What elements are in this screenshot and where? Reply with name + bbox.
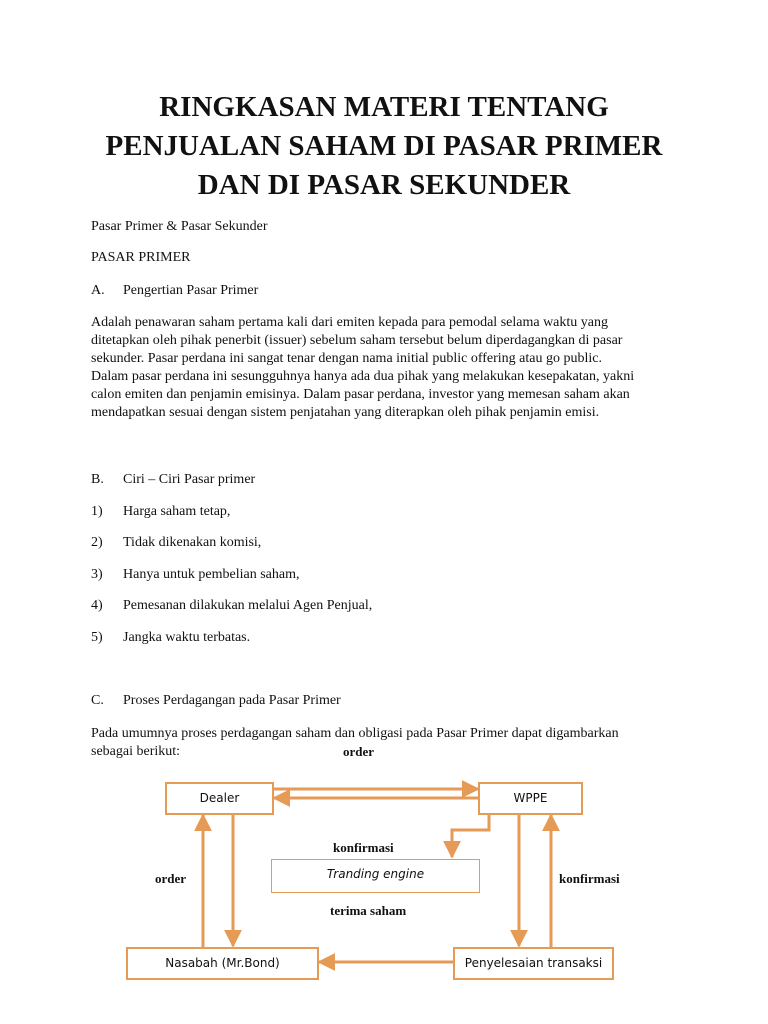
- section-b-label: B.: [91, 472, 104, 487]
- section-c-title: Proses Perdagangan pada Pasar Primer: [123, 693, 341, 708]
- list-item: [91, 597, 372, 615]
- list-item: [91, 629, 250, 647]
- subtitle: Pasar Primer & Pasar Sekunder: [91, 219, 268, 234]
- section-heading: PASAR PRIMER: [91, 250, 191, 265]
- settlement-box: Penyelesaian transaksi: [453, 947, 614, 980]
- trading-process-diagram: [0, 740, 768, 1024]
- para-line: sekunder. Pasar perdana ini sangat tenar dengan nama initial public offering atau go public.: [91, 351, 602, 366]
- para-line: mendapatkan sesuai dengan sistem penjatahan yang diterapkan oleh pihak penjamin emisi.: [91, 405, 600, 420]
- dealer-box: Dealer: [165, 782, 274, 815]
- para-line: Dalam pasar perdana ini sesungguhnya hanya ada dua pihak yang melakukan kesepakatan, yakni: [91, 369, 635, 384]
- list-text: Pemesanan dilakukan melalui Agen Penjual,: [123, 598, 373, 613]
- section-b-heading: [91, 471, 255, 489]
- wppe-box: WPPE: [478, 782, 583, 815]
- label-terima-saham: terima saham: [330, 903, 407, 918]
- section-a-title: Pengertian Pasar Primer: [123, 283, 259, 298]
- section-a-label: A.: [91, 283, 105, 298]
- section-a-paragraph: [91, 314, 681, 422]
- list-number: 1): [91, 504, 103, 519]
- list-text: Hanya untuk pembelian saham,: [123, 567, 300, 582]
- title-line-3: DAN DI PASAR SEKUNDER: [197, 169, 571, 201]
- para-line: Adalah penawaran saham pertama kali dari emiten kepada para pemodal selama waktu yang: [91, 315, 608, 330]
- label-order-top: order: [343, 744, 375, 759]
- list-number: 5): [91, 630, 103, 645]
- para-line: Pada umumnya proses perdagangan saham dan obligasi pada Pasar Primer dapat digambarkan: [91, 726, 619, 741]
- title-line-2: PENJUALAN SAHAM DI PASAR PRIMER: [105, 130, 663, 162]
- label-konfirmasi-mid: konfirmasi: [333, 840, 394, 855]
- list-number: 3): [91, 567, 103, 582]
- section-b-title: Ciri – Ciri Pasar primer: [123, 472, 256, 487]
- trading-engine-box: Tranding engine: [271, 859, 480, 893]
- title-line-1: RINGKASAN MATERI TENTANG: [159, 91, 609, 123]
- document-title: [60, 88, 708, 205]
- list-number: 4): [91, 598, 103, 613]
- list-item: [91, 534, 261, 552]
- arrow-wppe-to-engine: [452, 813, 489, 857]
- para-line: ditetapkan oleh pihak penerbit (issuer) sebelum saham tersebut belum diperdagangkan di pasar: [91, 333, 623, 348]
- section-c-heading: [91, 692, 341, 710]
- list-number: 2): [91, 535, 103, 550]
- list-item: [91, 503, 230, 521]
- para-line: calon emiten dan penjamin emisinya. Dalam pasar perdana, investor yang memesan saham akan: [91, 387, 630, 402]
- para-line: sebagai berikut:: [91, 744, 181, 759]
- label-konfirmasi-right: konfirmasi: [559, 871, 620, 886]
- nasabah-box: Nasabah (Mr.Bond): [126, 947, 319, 980]
- list-item: [91, 566, 300, 584]
- list-text: Jangka waktu terbatas.: [123, 630, 251, 645]
- list-text: Harga saham tetap,: [123, 504, 231, 519]
- label-order-left: order: [155, 871, 187, 886]
- section-a-heading: [91, 282, 258, 300]
- section-c-label: C.: [91, 693, 104, 708]
- list-text: Tidak dikenakan komisi,: [123, 535, 262, 550]
